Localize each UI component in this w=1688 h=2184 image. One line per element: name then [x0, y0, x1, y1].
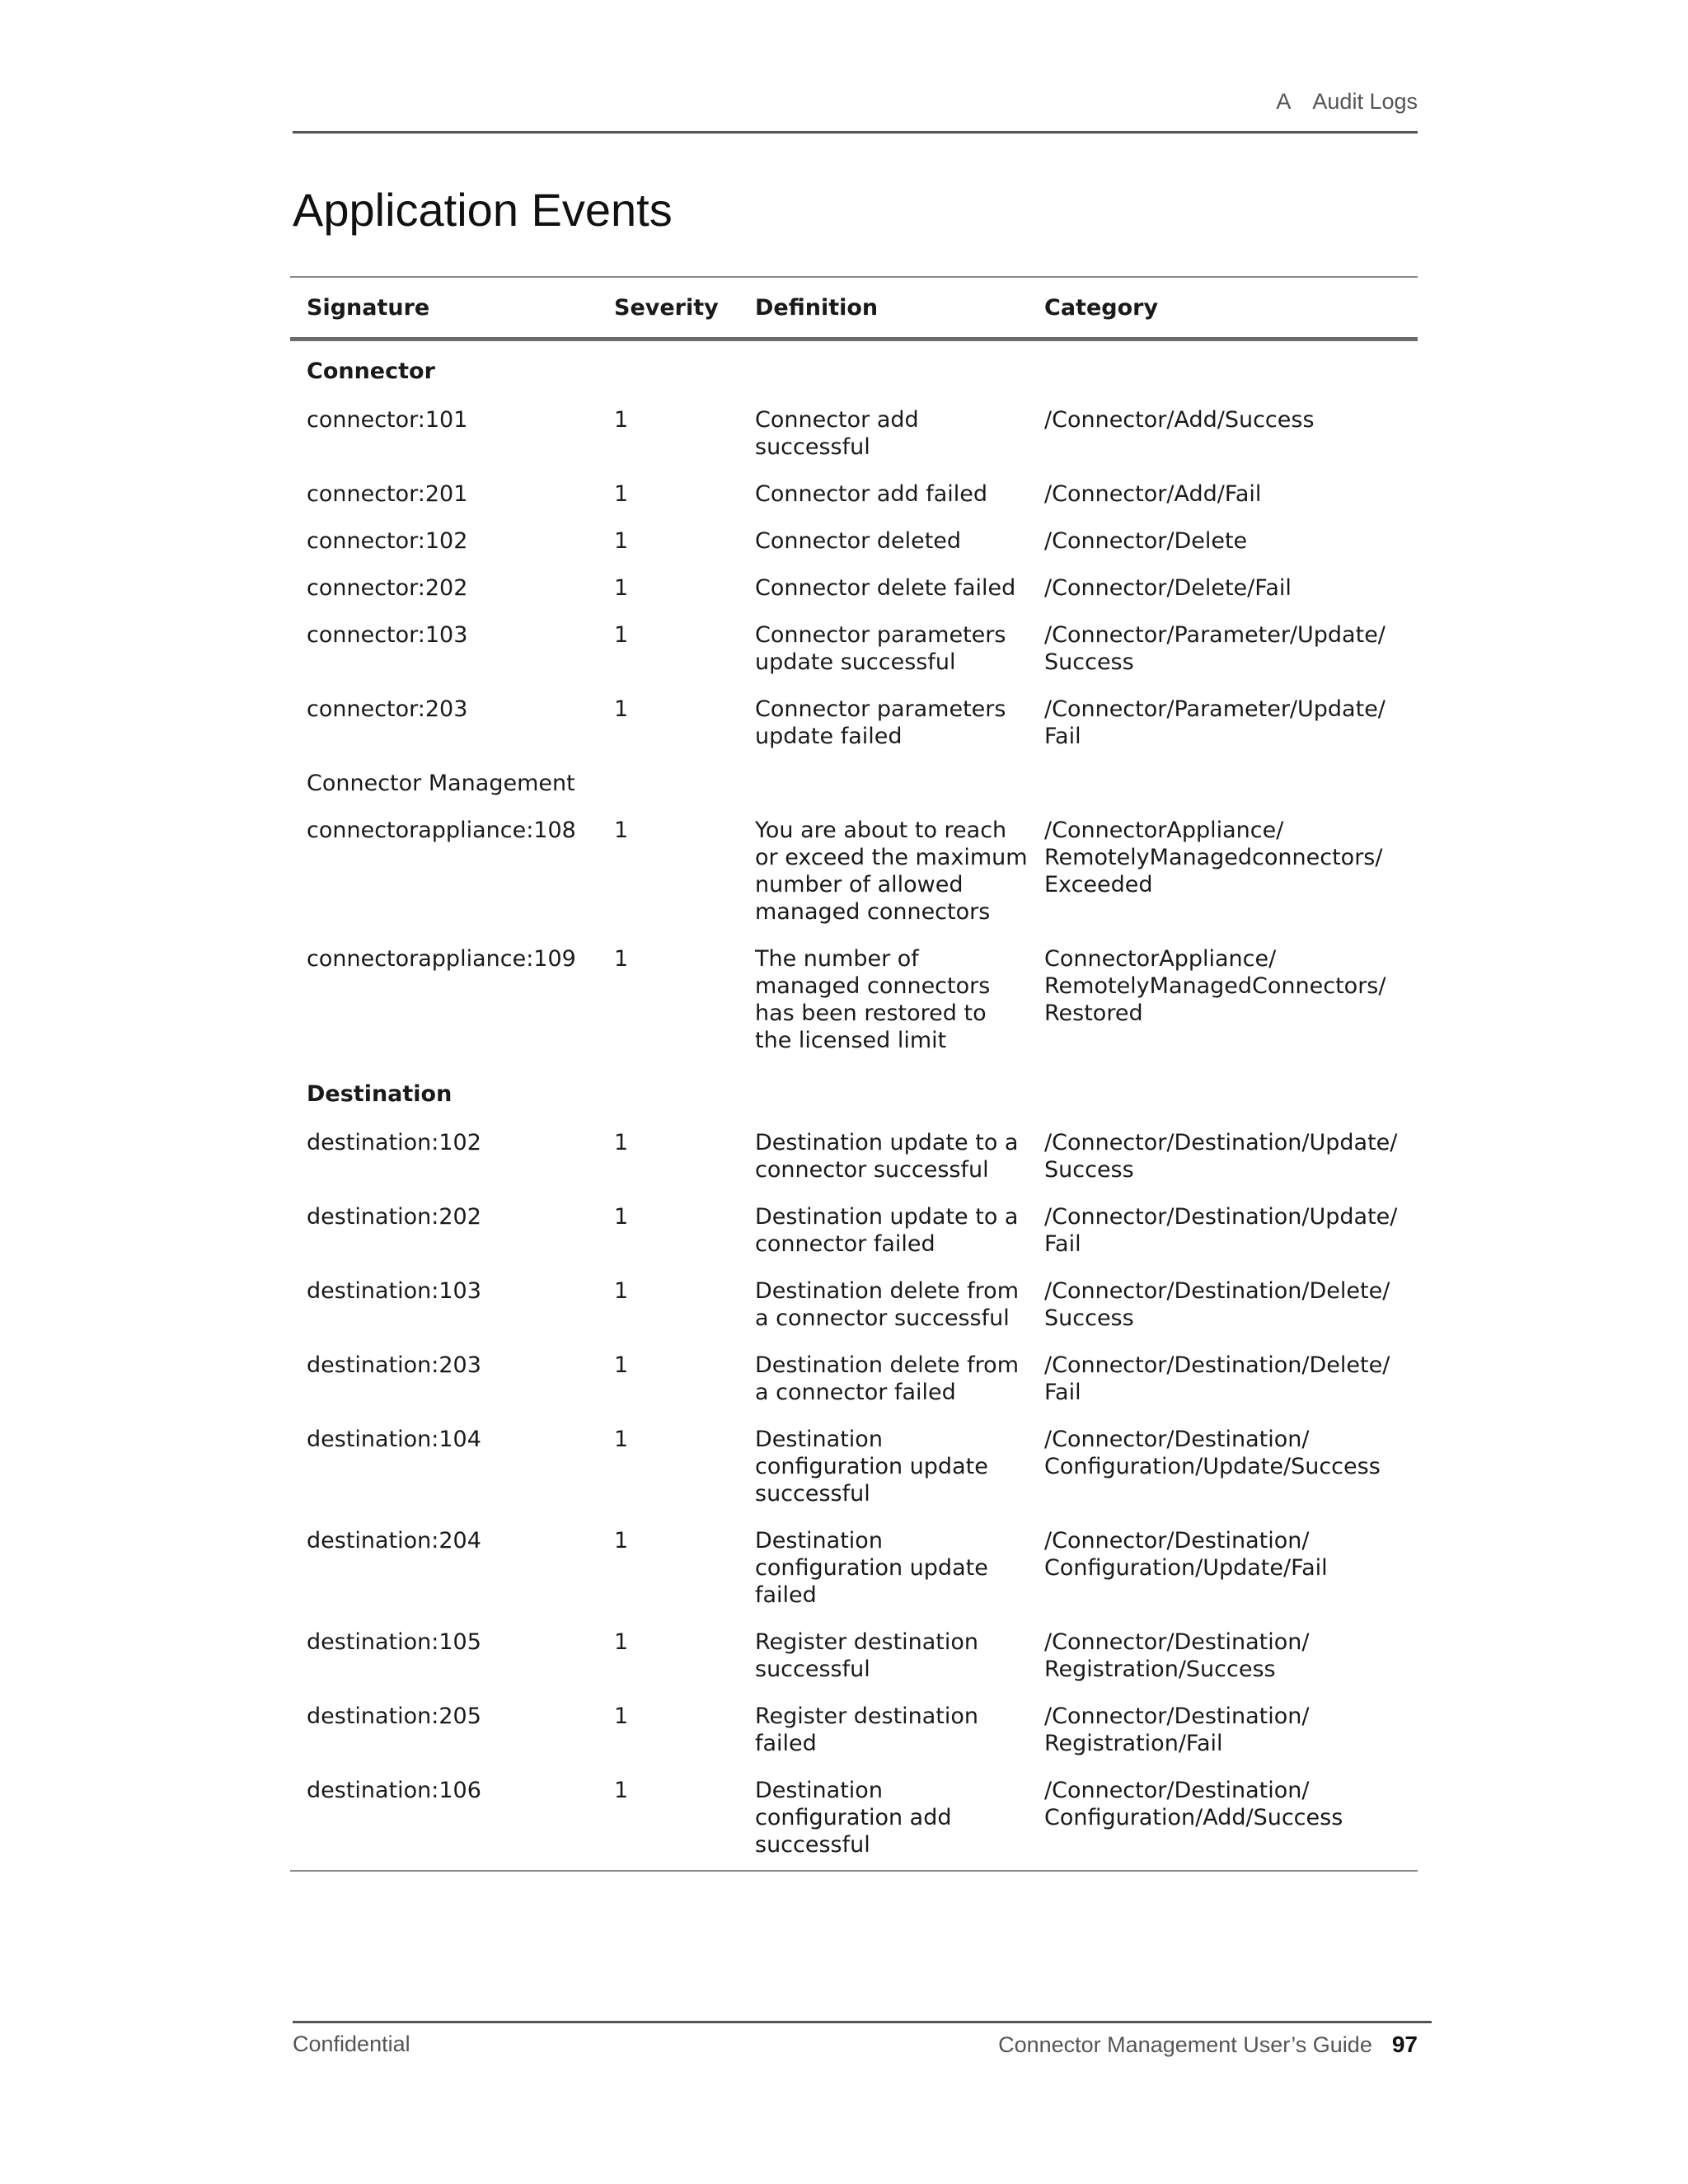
- cell-signature: destination:205: [307, 1704, 481, 1729]
- cell-definition: Destination update to a connector failed: [755, 1204, 1019, 1257]
- table-header-row: [290, 277, 1418, 340]
- cell-definition: You are about to reach or exceed the maximum number of allowed managed connectors: [755, 818, 1028, 925]
- cell-severity: 1: [614, 1352, 629, 1378]
- subsection-label: Connector Management: [307, 771, 575, 796]
- cell-signature: connector:201: [307, 481, 468, 507]
- cell-definition: Connector parameters update successful: [755, 622, 1006, 675]
- section-row: [290, 1064, 1418, 1119]
- cell-category: /Connector/Destination/Delete/ Fail: [1044, 1352, 1390, 1405]
- cell-category: /Connector/Destination/ Configuration/Update/Fail: [1044, 1528, 1328, 1581]
- table-row: [290, 1416, 1418, 1517]
- cell-category: /Connector/Parameter/Update/ Success: [1044, 622, 1386, 675]
- section-row: [290, 340, 1418, 397]
- cell-definition: Destination delete from a connector successful: [755, 1278, 1019, 1331]
- cell-signature: connector:103: [307, 622, 468, 648]
- cell-category: /ConnectorAppliance/ RemotelyManagedconnectors/ Exceeded: [1044, 818, 1383, 898]
- cell-signature: connectorappliance:108: [307, 818, 576, 843]
- cell-severity: 1: [614, 1278, 629, 1304]
- cell-definition: Destination configuration add successful: [755, 1778, 952, 1858]
- cell-signature: connector:202: [307, 575, 468, 601]
- cell-category: /Connector/Destination/Update/ Success: [1044, 1130, 1398, 1183]
- cell-signature: connector:102: [307, 528, 468, 554]
- page-footer: [293, 2021, 1432, 2058]
- cell-signature: connector:101: [307, 407, 468, 433]
- cell-signature: connectorappliance:109: [307, 946, 576, 972]
- cell-definition: Destination delete from a connector failed: [755, 1352, 1019, 1405]
- appendix-title: Audit Logs: [1312, 89, 1418, 114]
- cell-definition: Destination update to a connector successful: [755, 1130, 1019, 1183]
- cell-category: /Connector/Destination/ Configuration/Add/Success: [1044, 1778, 1343, 1830]
- cell-severity: 1: [614, 481, 629, 507]
- cell-category: /Connector/Parameter/Update/ Fail: [1044, 696, 1386, 749]
- table-row: [290, 396, 1418, 471]
- cell-severity: 1: [614, 1528, 629, 1554]
- cell-signature: destination:103: [307, 1278, 481, 1304]
- cell-category: /Connector/Destination/Delete/ Success: [1044, 1278, 1390, 1331]
- cell-definition: Connector deleted: [755, 528, 962, 554]
- cell-severity: 1: [614, 818, 629, 843]
- cell-category: /Connector/Delete/Fail: [1044, 575, 1292, 601]
- table-row: [290, 1119, 1418, 1193]
- cell-severity: 1: [614, 622, 629, 648]
- cell-category: /Connector/Destination/ Registration/Success: [1044, 1629, 1310, 1682]
- table-row: [290, 1342, 1418, 1416]
- cell-severity: 1: [614, 407, 629, 433]
- page-number: 97: [1391, 2032, 1418, 2057]
- table-header: [290, 277, 1418, 340]
- table-row: [290, 807, 1418, 935]
- cell-definition: Destination configuration update successful: [755, 1427, 988, 1507]
- subsection-row: [290, 760, 1418, 807]
- column-header-severity: Severity: [614, 294, 719, 321]
- cell-category: /Connector/Delete: [1044, 528, 1248, 554]
- cell-severity: 1: [614, 575, 629, 601]
- table-row: [290, 471, 1418, 518]
- page-title: Application Events: [293, 184, 673, 236]
- column-header-signature: Signature: [307, 294, 430, 321]
- table-row: [290, 1193, 1418, 1268]
- cell-signature: destination:106: [307, 1778, 481, 1803]
- footer-guide-title: Connector Management User’s Guide: [998, 2032, 1372, 2057]
- cell-severity: 1: [614, 696, 629, 722]
- column-header-definition: Definition: [755, 294, 879, 321]
- section-label: Destination: [307, 1081, 452, 1107]
- appendix-letter: A: [1276, 89, 1292, 114]
- table-row: [290, 1619, 1418, 1693]
- table-row: [290, 686, 1418, 760]
- events-table: [290, 276, 1418, 1872]
- cell-definition: Register destination failed: [755, 1704, 979, 1756]
- cell-signature: destination:204: [307, 1528, 481, 1554]
- cell-category: /Connector/Add/Fail: [1044, 481, 1262, 507]
- cell-definition: Connector add successful: [755, 407, 919, 460]
- cell-category: /Connector/Destination/ Configuration/Update/Success: [1044, 1427, 1381, 1479]
- cell-definition: Connector delete failed: [755, 575, 1016, 601]
- cell-severity: 1: [614, 1778, 629, 1803]
- cell-signature: destination:202: [307, 1204, 481, 1230]
- table-row: [290, 565, 1418, 612]
- column-header-category: Category: [1044, 294, 1159, 321]
- cell-category: /Connector/Add/Success: [1044, 407, 1315, 433]
- cell-category: /Connector/Destination/ Registration/Fail: [1044, 1704, 1310, 1756]
- cell-signature: connector:203: [307, 696, 468, 722]
- cell-severity: 1: [614, 1130, 629, 1155]
- table-row: [290, 518, 1418, 565]
- cell-signature: destination:203: [307, 1352, 481, 1378]
- table-row: [290, 1517, 1418, 1619]
- table-row: [290, 935, 1418, 1064]
- cell-severity: 1: [614, 1204, 629, 1230]
- table-row: [290, 612, 1418, 686]
- cell-definition: Connector parameters update failed: [755, 696, 1006, 749]
- section-label: Connector: [307, 359, 435, 384]
- cell-signature: destination:105: [307, 1629, 481, 1655]
- cell-category: /Connector/Destination/Update/ Fail: [1044, 1204, 1398, 1257]
- cell-definition: Destination configuration update failed: [755, 1528, 988, 1608]
- cell-category: ConnectorAppliance/ RemotelyManagedConnectors/ Restored: [1044, 946, 1386, 1026]
- cell-definition: Connector add failed: [755, 481, 988, 507]
- table-body: [290, 340, 1418, 1872]
- cell-definition: The number of managed connectors has been restored to the licensed limit: [755, 946, 991, 1053]
- running-header: [293, 89, 1418, 134]
- table-row: [290, 1268, 1418, 1342]
- cell-severity: 1: [614, 946, 629, 972]
- cell-severity: 1: [614, 528, 629, 554]
- table-row: [290, 1767, 1418, 1871]
- footer-right: [998, 2032, 1418, 2058]
- footer-confidential: Confidential: [293, 2032, 410, 2056]
- table-row: [290, 1693, 1418, 1767]
- cell-severity: 1: [614, 1427, 629, 1452]
- cell-definition: Register destination successful: [755, 1629, 979, 1682]
- cell-signature: destination:104: [307, 1427, 481, 1452]
- cell-severity: 1: [614, 1704, 629, 1729]
- cell-severity: 1: [614, 1629, 629, 1655]
- cell-signature: destination:102: [307, 1130, 481, 1155]
- events-table-container: [290, 276, 1418, 1872]
